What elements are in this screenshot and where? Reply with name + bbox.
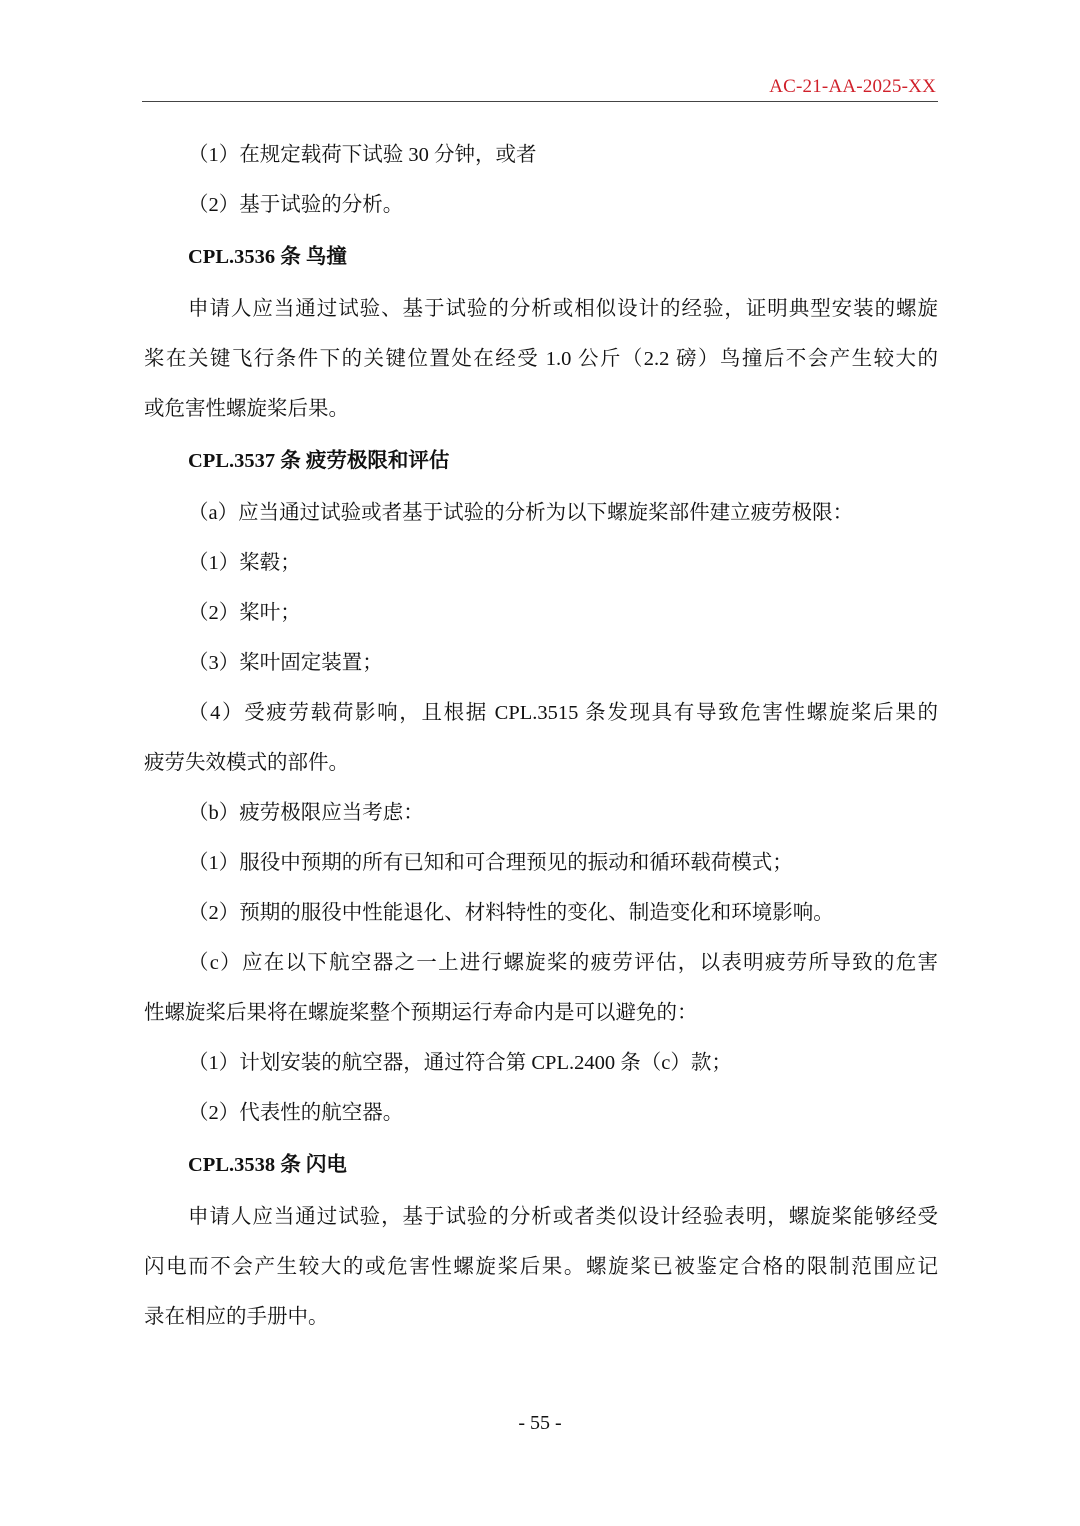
clause-c-continuation: 性螺旋桨后果将在螺旋桨整个预期运行寿命内是可以避免的： (144, 1002, 698, 1024)
list-item: （1）桨毂； (188, 552, 301, 574)
list-item: （1）服役中预期的所有已知和可合理预见的振动和循环载荷模式； (188, 852, 793, 874)
paragraph-line: 桨在关键飞行条件下的关键位置处在经受 1.0 公斤（2.2 磅）鸟撞后不会产生较大的 (144, 348, 938, 370)
paragraph-line: 录在相应的手册中。 (144, 1306, 329, 1328)
paragraph-line: 闪电而不会产生较大的或危害性螺旋桨后果。螺旋桨已被鉴定合格的限制范围应记 (144, 1256, 938, 1278)
list-item: （2）代表性的航空器。 (188, 1102, 404, 1124)
paragraph-line: 申请人应当通过试验，基于试验的分析或者类似设计经验表明，螺旋桨能够经受 (188, 1206, 938, 1228)
paragraph-line: 或危害性螺旋桨后果。 (144, 398, 349, 420)
page-header (142, 76, 938, 102)
list-item-continuation: 疲劳失效模式的部件。 (144, 752, 349, 774)
page-number: - 55 - (518, 1412, 562, 1434)
section-heading-3536: CPL.3536 条 鸟撞 (188, 246, 347, 268)
list-item: （3）桨叶固定装置； (188, 652, 383, 674)
list-item: （1）计划安装的航空器，通过符合第 CPL.2400 条（c）款； (188, 1052, 732, 1074)
clause-a: （a）应当通过试验或者基于试验的分析为以下螺旋桨部件建立疲劳极限： (188, 502, 854, 524)
section-heading-3537: CPL.3537 条 疲劳极限和评估 (188, 450, 450, 472)
list-item: （2）预期的服役中性能退化、材料特性的变化、制造变化和环境影响。 (188, 902, 834, 924)
clause-c: （c）应在以下航空器之一上进行螺旋桨的疲劳评估，以表明疲劳所导致的危害 (188, 952, 938, 974)
page-content (144, 130, 938, 1342)
paragraph-3538 (144, 1192, 938, 1342)
paragraph-line: 申请人应当通过试验、基于试验的分析或相似设计的经验，证明典型安装的螺旋 (188, 298, 938, 320)
list-item: （2）桨叶； (188, 602, 301, 624)
section-heading-3538: CPL.3538 条 闪电 (188, 1154, 347, 1176)
paragraph-3536 (144, 284, 938, 434)
clause-b: （b）疲劳极限应当考虑： (188, 802, 424, 824)
document-code: AC-21-AA-2025-XX (769, 76, 936, 97)
list-item: （4）受疲劳载荷影响，且根据 CPL.3515 条发现具有导致危害性螺旋桨后果的 (188, 702, 938, 724)
list-item: （2）基于试验的分析。 (188, 194, 404, 216)
list-item: （1）在规定载荷下试验 30 分钟，或者 (188, 144, 537, 166)
